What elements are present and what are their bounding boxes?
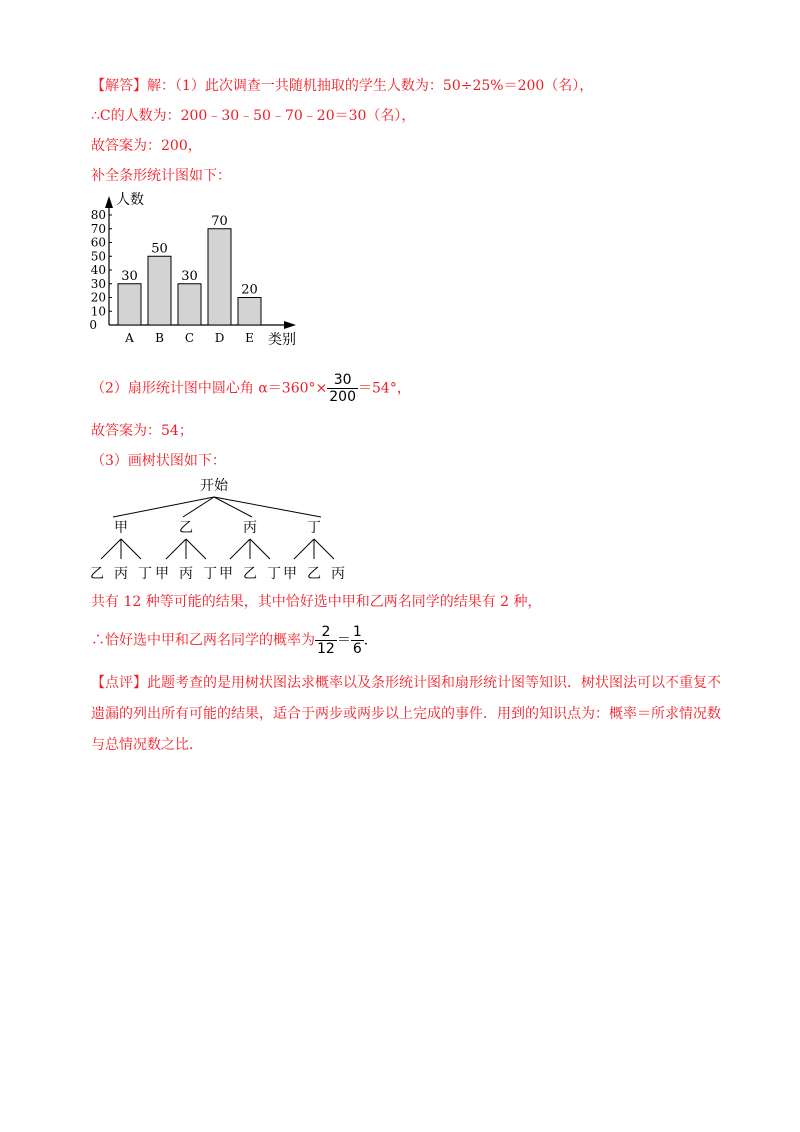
bar-value-label: 50 [151, 241, 168, 257]
x-axis-label: 类别 [268, 332, 296, 348]
y-axis-label: 人数 [116, 192, 144, 208]
tree-node-level1: 乙 [179, 520, 193, 536]
probability-fraction-1 [315, 624, 337, 657]
tree-branch [214, 497, 252, 517]
angle-text-pre: （2）扇形统计图中圆心角 α＝360°× [91, 380, 328, 397]
probability-line [91, 624, 368, 657]
bar [148, 256, 171, 325]
tree-branch [166, 539, 186, 559]
probability-text-post: . [363, 632, 369, 649]
category-label: D [214, 331, 225, 345]
fraction-denominator: 12 [317, 641, 335, 657]
y-tick-label: 0 [89, 318, 97, 332]
y-tick-label: 80 [90, 208, 106, 222]
answer-line-4: 补全条形统计图如下： [91, 168, 231, 184]
comment-line-3: 与总情况数之比． [91, 737, 203, 753]
bar-value-label: 30 [181, 268, 198, 284]
category-label: B [155, 331, 164, 345]
y-tick-label: 30 [90, 276, 106, 291]
y-axis-arrow [105, 196, 113, 208]
comment-line-1: 【点评】此题考查的是用树状图法求概率以及条形统计图和扇形统计图等知识．树状图法可以不重复不 [91, 675, 721, 691]
category-label: C [184, 331, 195, 345]
x-axis-arrow [284, 321, 296, 329]
tree-root: 开始 [200, 478, 228, 494]
equals-sign: ＝ [336, 632, 351, 649]
tree-node-level2: 甲 [219, 566, 233, 582]
tree-branch [214, 497, 321, 517]
y-tick-label: 40 [90, 263, 106, 277]
bar [238, 298, 261, 326]
bar-value-label: 20 [241, 282, 258, 298]
answer-line-2: ∴C的人数为：200﹣30﹣50﹣70﹣20＝30（名）， [91, 108, 416, 124]
tree-node-level2: 丙 [331, 566, 345, 582]
answer-line-1: 【解答】解：（1）此次调查一共随机抽取的学生人数为：50÷25%＝200（名）， [91, 78, 594, 94]
fraction-denominator: 200 [329, 389, 356, 405]
bar [118, 284, 141, 325]
comment-line-2: 遗漏的列出所有可能的结果，适合于两步或两步以上完成的事件．用到的知识点为：概率＝所求情况数 [91, 706, 721, 722]
tree-branch [101, 539, 121, 559]
tree-branch [186, 539, 206, 559]
y-tick-label: 70 [90, 221, 106, 236]
category-label: A [125, 331, 134, 345]
tree-node-level1: 丁 [307, 520, 321, 536]
tree-node-level1: 丙 [243, 520, 257, 536]
bar [208, 229, 231, 325]
fraction-numerator: 2 [321, 624, 331, 640]
bar-value-label: 70 [211, 213, 228, 229]
tree-node-level2: 丁 [138, 566, 152, 582]
tree-node-level2: 乙 [243, 566, 257, 582]
tree-branch [230, 539, 250, 559]
tree-node-level2: 丁 [267, 566, 281, 582]
angle-text-post: ＝54°， [358, 380, 411, 397]
answer-line-3: 故答案为：200， [91, 138, 202, 154]
bar-chart [80, 188, 320, 348]
probability-fraction-2 [351, 624, 364, 657]
tree-branch [294, 539, 314, 559]
bar-value-label: 30 [121, 268, 138, 284]
tree-node-level2: 甲 [155, 566, 169, 582]
tree-node-level2: 丁 [203, 566, 217, 582]
y-tick-label: 20 [90, 290, 106, 305]
tree-branch [250, 539, 270, 559]
tree-node-level1: 甲 [114, 520, 128, 536]
tree-node-level2: 甲 [283, 566, 297, 582]
fraction-numerator: 30 [333, 372, 352, 388]
answer-line-7: （3）画树状图如下： [91, 453, 226, 469]
tree-diagram [82, 474, 362, 584]
y-tick-label: 10 [90, 304, 106, 319]
y-tick-label: 60 [90, 235, 106, 250]
answer-line-8: 共有 12 种等可能的结果，其中恰好选中甲和乙两名同学的结果有 2 种， [91, 594, 542, 610]
fraction-denominator: 6 [352, 641, 362, 657]
answer-line-6: 故答案为：54； [91, 423, 193, 439]
category-label: E [245, 331, 254, 345]
tree-branch [121, 539, 141, 559]
angle-line [91, 372, 411, 405]
y-tick-label: 50 [90, 249, 106, 264]
angle-fraction [327, 372, 358, 405]
tree-branch [314, 539, 334, 559]
tree-node-level2: 乙 [307, 566, 321, 582]
bar [178, 284, 201, 325]
tree-node-level2: 丙 [179, 566, 193, 582]
probability-text-pre: ∴恰好选中甲和乙两名同学的概率为 [91, 632, 315, 649]
tree-node-level2: 丙 [114, 566, 128, 582]
fraction-numerator: 1 [352, 624, 362, 640]
tree-node-level2: 乙 [90, 566, 104, 582]
